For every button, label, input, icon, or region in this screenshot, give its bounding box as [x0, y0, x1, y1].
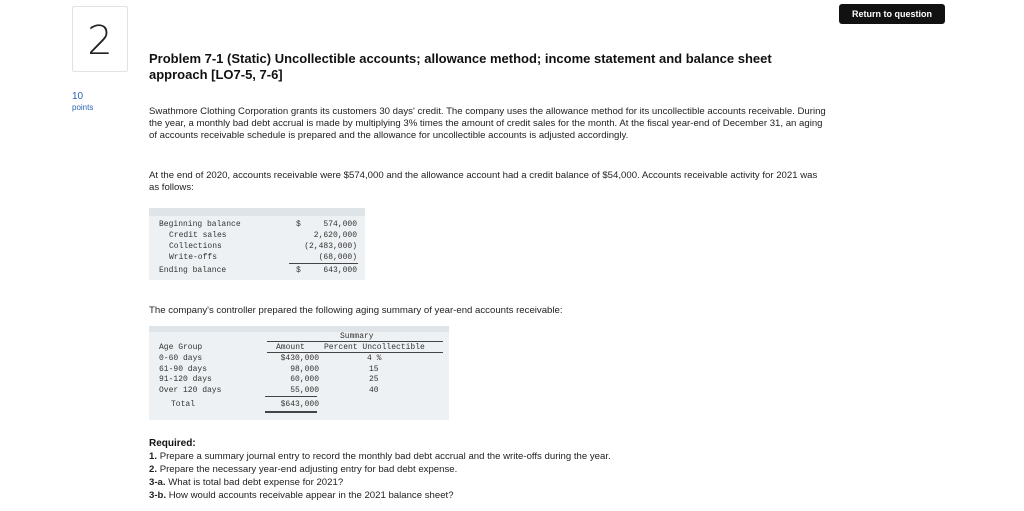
row-label: Collections [169, 242, 222, 251]
age-group-cell: 0-60 days [159, 354, 203, 363]
required-item [149, 490, 454, 501]
percent-cell: 15 [369, 365, 379, 374]
table-header-bar [149, 326, 449, 332]
required-item-number: 3-b. [149, 490, 167, 501]
required-item-number: 1. [149, 451, 158, 462]
required-item [149, 477, 343, 488]
dollar-sign: $ [296, 220, 301, 229]
required-item [149, 464, 457, 475]
column-header-age-group: Age Group [159, 343, 203, 352]
receivables-activity-table [149, 208, 365, 280]
percent-cell: 4 % [367, 354, 382, 363]
subtotal-rule [289, 263, 358, 264]
age-group-cell: 61-90 days [159, 365, 208, 374]
age-group-cell: Over 120 days [159, 386, 222, 395]
points-label: points [72, 103, 94, 112]
balance-paragraph: At the end of 2020, accounts receivable were $574,000 and the allowance account had a credit balance of $54,000. Accounts receivable activity for 2021 was as follows: [149, 170, 818, 193]
total-label: Total [171, 400, 196, 409]
amount-cell: 60,000 [290, 375, 319, 384]
intro-paragraph: Swathmore Clothing Corporation grants its customers 30 days' credit. The company uses the allowance method for its uncollectible accounts receivable. During the year, a monthly bad debt accrual is made by multiplying 3% times the amount of credit sales for the month. At the fiscal year-end of December 31, an aging of accounts receivable schedule is prepared and the allowance for uncollectible accounts is adjusted accordingly. [149, 106, 826, 141]
row-value: (68,000) [318, 253, 357, 262]
amount-cell: 98,000 [290, 365, 319, 374]
table-row [149, 242, 365, 253]
table-row [149, 266, 365, 277]
percent-cell: 25 [369, 375, 379, 384]
problem-title: Problem 7-1 (Static) Uncollectible accounts; allowance method; income statement and balance sheet approach [LO7-5, 7-6] [149, 51, 772, 82]
return-to-question-button[interactable]: Return to question [839, 4, 945, 24]
row-label: Credit sales [169, 231, 227, 240]
required-item-number: 3-a. [149, 477, 166, 488]
aging-intro-paragraph: The company's controller prepared the following aging summary of year-end accounts receivable: [149, 305, 563, 316]
table-row [149, 220, 365, 231]
required-item-number: 2. [149, 464, 158, 475]
total-amount: $643,000 [280, 400, 319, 409]
table-header-bar [149, 208, 365, 216]
required-item-text: What is total bad debt expense for 2021? [168, 477, 344, 488]
required-item-text: How would accounts receivable appear in the 2021 balance sheet? [168, 490, 454, 501]
row-label: Write-offs [169, 253, 218, 262]
required-item-text: Prepare a summary journal entry to record the monthly bad debt accrual and the write-offs during the year. [159, 451, 611, 462]
percent-cell: 40 [369, 386, 379, 395]
row-label: Beginning balance [159, 220, 241, 229]
header-rule [267, 341, 443, 342]
amount-cell: 55,000 [290, 386, 319, 395]
column-header-percent: Percent Uncollectible [324, 343, 425, 352]
question-number-box [72, 6, 128, 72]
row-value: 574,000 [323, 220, 357, 229]
header-rule [267, 352, 443, 353]
column-header-amount: Amount [276, 343, 305, 352]
aging-summary-table [149, 326, 449, 420]
row-label: Ending balance [159, 266, 227, 275]
required-item [149, 451, 611, 462]
total-rule [265, 411, 317, 413]
amount-cell: $430,000 [280, 354, 319, 363]
required-heading: Required: [149, 438, 196, 449]
age-group-cell: 91-120 days [159, 375, 212, 384]
row-value: 643,000 [323, 266, 357, 275]
row-value: 2,620,000 [313, 231, 357, 240]
summary-header: Summary [340, 332, 374, 341]
subtotal-rule [265, 396, 317, 397]
question-number: 2 [87, 18, 113, 64]
required-item-text: Prepare the necessary year-end adjusting entry for bad debt expense. [159, 464, 458, 475]
row-value: (2,483,000) [304, 242, 357, 251]
dollar-sign: $ [296, 266, 301, 275]
table-row [149, 231, 365, 242]
points-value: 10 [72, 91, 84, 102]
